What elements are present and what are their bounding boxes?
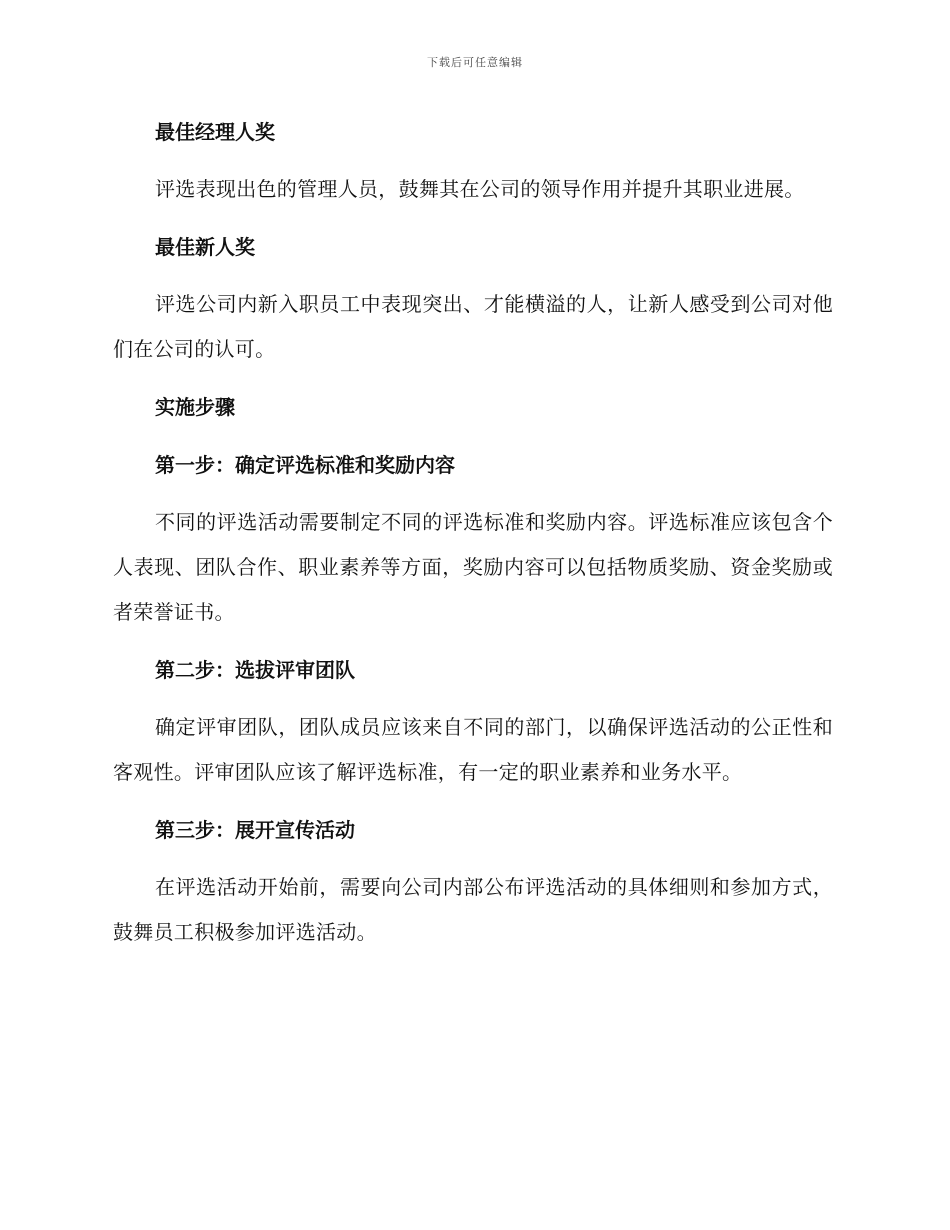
section-paragraph-best-newcomer: 评选公司内新入职员工中表现突出、才能横溢的人，让新人感受到公司对他们在公司的认可。 — [113, 292, 833, 361]
section-heading-implementation-steps: 实施步骤 — [155, 395, 235, 419]
page-header: 下载后可任意编辑 — [427, 56, 523, 69]
section-heading-step-two: 第二步：选拔评审团队 — [155, 658, 355, 682]
section-paragraph-step-three: 在评选活动开始前，需要向公司内部公布评选活动的具体细则和参加方式，鼓舞员工积极参加评选活动。 — [113, 875, 833, 944]
section-heading-best-manager: 最佳经理人奖 — [155, 120, 275, 144]
section-heading-step-three: 第三步：展开宣传活动 — [155, 818, 355, 842]
section-paragraph-step-two: 确定评审团队，团队成员应该来自不同的部门，以确保评选活动的公正性和客观性。评审团队应该了解评选标准，有一定的职业素养和业务水平。 — [113, 715, 833, 784]
document-body — [113, 109, 833, 967]
section-heading-step-one: 第一步：确定评选标准和奖励内容 — [155, 453, 455, 477]
section-heading-best-newcomer: 最佳新人奖 — [155, 235, 255, 259]
section-paragraph-step-one: 不同的评选活动需要制定不同的评选标准和奖励内容。评选标准应该包含个人表现、团队合作、职业素养等方面，奖励内容可以包括物质奖励、资金奖励或者荣誉证书。 — [113, 510, 833, 624]
section-paragraph-best-manager: 评选表现出色的管理人员，鼓舞其在公司的领导作用并提升其职业进展。 — [155, 177, 805, 201]
